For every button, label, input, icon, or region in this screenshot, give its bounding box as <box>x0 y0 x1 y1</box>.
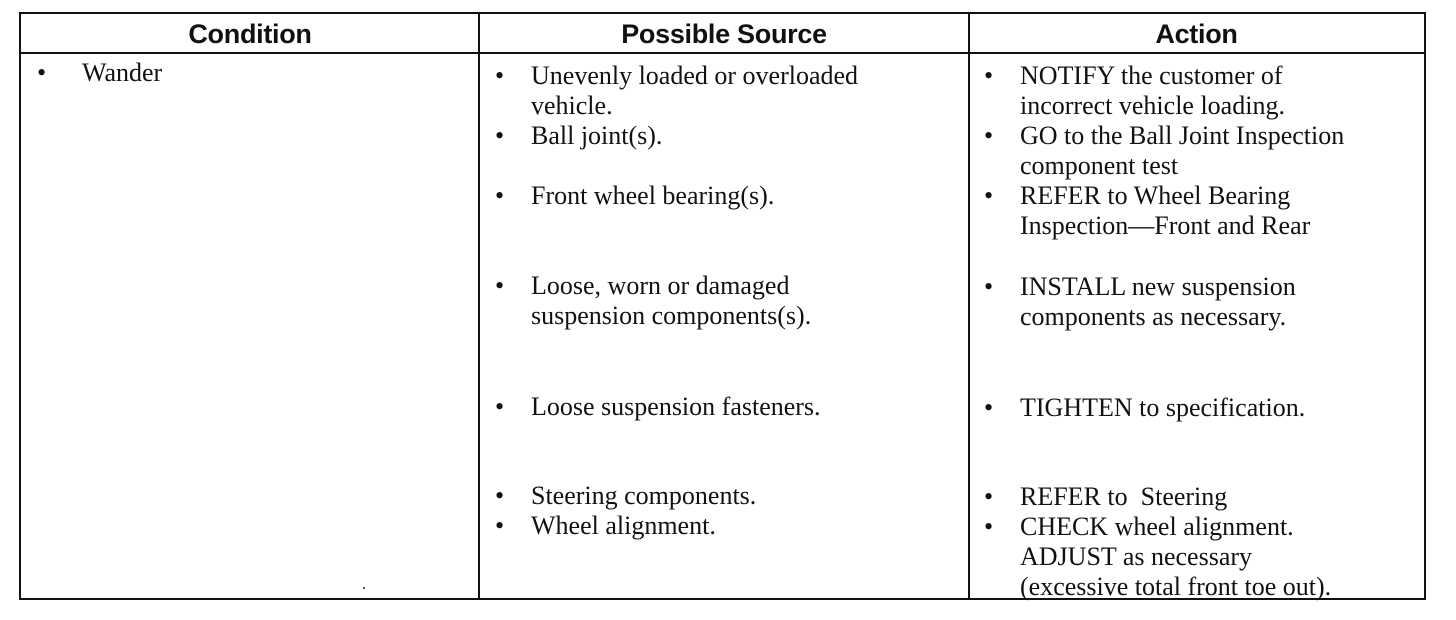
source-item <box>495 481 756 511</box>
bullet: • <box>495 511 505 540</box>
bullet: • <box>495 392 505 421</box>
action-item <box>984 272 1296 332</box>
source-line: Wheel alignment. <box>531 511 716 540</box>
source-item <box>495 271 811 331</box>
bullet: • <box>495 481 505 510</box>
source-line: Loose, worn or damaged <box>531 271 790 300</box>
source-item <box>495 392 821 422</box>
diagnosis-table <box>19 12 1426 600</box>
action-line: incorrect vehicle loading. <box>1020 91 1285 120</box>
action-line: NOTIFY the customer of <box>1020 61 1283 90</box>
source-line: Ball joint(s). <box>531 121 663 150</box>
source-item <box>495 61 858 121</box>
scan-speck <box>363 587 365 589</box>
bullet: • <box>984 393 994 422</box>
action-item <box>984 482 1227 512</box>
action-line: component test <box>1020 151 1179 180</box>
source-line: Front wheel bearing(s). <box>531 181 775 210</box>
action-line: (excessive total front toe out). <box>1020 572 1332 601</box>
bullet: • <box>984 121 994 150</box>
condition-item <box>37 58 162 88</box>
bullet: • <box>37 58 47 87</box>
header-possible-source: Possible Source <box>479 14 969 54</box>
action-item <box>984 181 1310 241</box>
action-item <box>984 512 1331 602</box>
action-line: GO to the Ball Joint Inspection <box>1020 121 1345 150</box>
action-line: TIGHTEN to specification. <box>1020 393 1306 422</box>
source-line: vehicle. <box>531 91 613 120</box>
header-action: Action <box>969 14 1424 54</box>
action-line: Inspection—Front and Rear <box>1020 211 1311 240</box>
action-line: INSTALL new suspension <box>1020 272 1296 301</box>
action-line: ADJUST as necessary <box>1020 542 1253 571</box>
bullet: • <box>495 61 505 90</box>
action-line: CHECK wheel alignment. <box>1020 512 1294 541</box>
source-line: Unevenly loaded or overloaded <box>531 61 859 90</box>
column-divider <box>478 14 480 598</box>
source-line: suspension components(s). <box>531 301 812 330</box>
bullet: • <box>984 272 994 301</box>
condition-text: Wander <box>82 58 163 87</box>
source-item <box>495 181 774 211</box>
action-line: components as necessary. <box>1020 302 1287 331</box>
bullet: • <box>495 181 505 210</box>
column-divider <box>968 14 970 598</box>
source-item <box>495 121 662 151</box>
bullet: • <box>984 512 994 541</box>
header-condition: Condition <box>21 14 479 54</box>
source-line: Steering components. <box>531 481 757 510</box>
bullet: • <box>984 482 994 511</box>
action-item <box>984 121 1344 181</box>
source-line: Loose suspension fasteners. <box>531 392 821 421</box>
action-line: REFER to Wheel Bearing <box>1020 181 1291 210</box>
bullet: • <box>984 61 994 90</box>
bullet: • <box>495 121 505 150</box>
action-item <box>984 393 1305 423</box>
action-line: REFER to Steering <box>1020 482 1228 511</box>
bullet: • <box>495 271 505 300</box>
source-item <box>495 511 716 541</box>
bullet: • <box>984 181 994 210</box>
action-item <box>984 61 1285 121</box>
